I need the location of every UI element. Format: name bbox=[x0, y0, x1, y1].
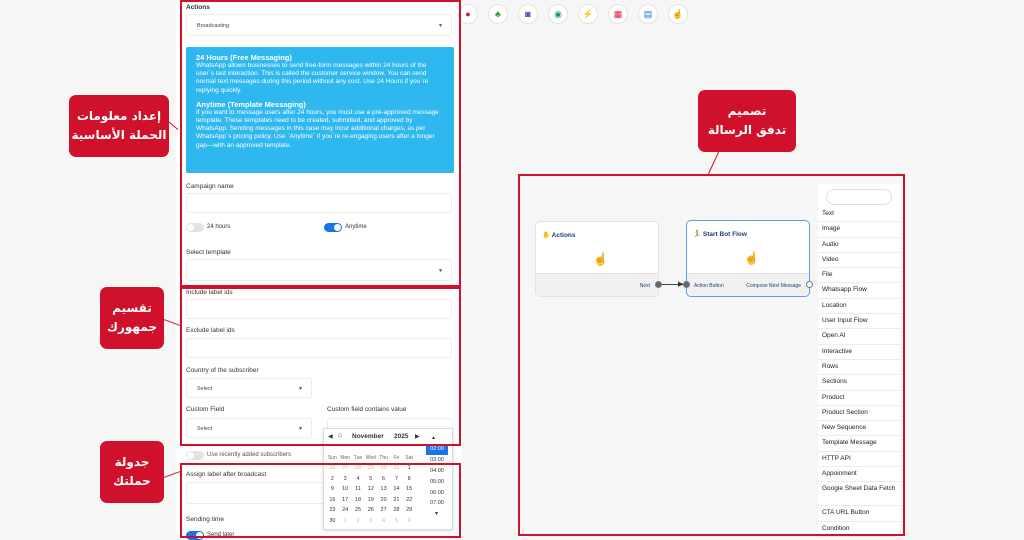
callout-line: حملتك bbox=[113, 474, 151, 488]
drop-icon[interactable]: ● bbox=[458, 4, 478, 24]
calendar-day[interactable]: 3 bbox=[343, 475, 347, 482]
calendar-year[interactable]: 2025 bbox=[394, 433, 409, 440]
calendar-icon[interactable]: ▦ bbox=[608, 4, 628, 24]
calendar-day[interactable]: 6 bbox=[382, 475, 386, 482]
custom-field-contains-label: Custom field contains value bbox=[327, 406, 407, 413]
info-heading-24h: 24 Hours (Free Messaging) bbox=[196, 53, 292, 62]
calendar-day[interactable]: 18 bbox=[354, 496, 362, 503]
toggle-anytime-label: Anytime bbox=[345, 224, 367, 230]
schedule-box bbox=[180, 463, 461, 538]
actions-node-title: Actions bbox=[551, 232, 576, 239]
block-item[interactable]: Google Sheet Data Fetch bbox=[818, 482, 900, 506]
calendar-day[interactable]: 8 bbox=[407, 475, 411, 482]
calendar-day[interactable]: 30 bbox=[329, 517, 336, 524]
calendar-day[interactable]: 19 bbox=[367, 496, 374, 503]
calendar-day[interactable]: 9 bbox=[330, 486, 334, 493]
calendar-day[interactable]: 23 bbox=[329, 507, 336, 514]
block-item[interactable]: Template Message bbox=[818, 436, 900, 451]
calendar-day[interactable]: 12 bbox=[367, 486, 374, 493]
weekday-label: Thu bbox=[379, 455, 388, 461]
calendar-day[interactable]: 5 bbox=[394, 517, 398, 524]
callout-line: تقسيم bbox=[112, 301, 152, 315]
time-option[interactable]: 07:00 bbox=[430, 500, 444, 507]
calendar-day[interactable]: 21 bbox=[393, 496, 400, 503]
flow-canvas-box bbox=[518, 174, 905, 536]
pointer-icon[interactable]: ☝ bbox=[668, 4, 688, 24]
weekday-label: Wed bbox=[365, 455, 376, 461]
calendar-day[interactable]: 11 bbox=[355, 486, 361, 493]
weekday-label: Fri bbox=[393, 455, 400, 461]
callout-connector bbox=[708, 152, 719, 174]
block-item[interactable]: Whatsapp Flow bbox=[818, 283, 900, 298]
calendar-day[interactable]: 28 bbox=[393, 507, 400, 514]
custom-field-label: Custom Field bbox=[186, 406, 225, 413]
calendar-day[interactable]: 2 bbox=[356, 517, 360, 524]
block-item[interactable]: Location bbox=[818, 299, 900, 314]
calendar-day[interactable]: 31 bbox=[393, 465, 400, 472]
calendar-day[interactable]: 29 bbox=[367, 465, 374, 472]
block-item[interactable]: Audio bbox=[818, 238, 900, 253]
callout-line: تدفق الرسالة bbox=[707, 123, 787, 137]
prev-month-icon[interactable]: ◀ bbox=[328, 434, 333, 440]
callout-campaign-setup bbox=[69, 95, 169, 157]
robot-icon[interactable]: ◙ bbox=[518, 4, 538, 24]
calendar-day[interactable]: 25 bbox=[354, 507, 362, 514]
assign-label-label: Assign label after broadcast bbox=[186, 471, 267, 478]
calendar-day[interactable]: 16 bbox=[329, 496, 336, 503]
time-option[interactable]: 06:00 bbox=[430, 489, 444, 496]
calendar-day[interactable]: 26 bbox=[367, 507, 374, 514]
campaign-setup-box bbox=[180, 0, 461, 287]
weekday-label: Sun bbox=[327, 455, 337, 461]
calendar-day[interactable]: 13 bbox=[380, 486, 387, 493]
document-icon[interactable]: ▤ bbox=[638, 4, 658, 24]
palette-icon[interactable]: ◉ bbox=[548, 4, 568, 24]
plug-icon[interactable]: ⚡ bbox=[578, 4, 598, 24]
pointer-cursor-icon: ☝ bbox=[744, 251, 759, 265]
callout-line: جدولة bbox=[114, 455, 150, 469]
calendar-month[interactable]: November bbox=[352, 433, 384, 440]
calendar-day[interactable]: 17 bbox=[342, 496, 349, 503]
hand-icon: ✋ bbox=[542, 232, 551, 239]
callout-line: الحملة الأساسية bbox=[71, 128, 167, 142]
calendar-day[interactable]: 27 bbox=[342, 465, 349, 472]
connection-arrow-icon: ▶ bbox=[678, 281, 684, 288]
actions-label: Actions bbox=[186, 4, 210, 11]
block-item[interactable]: CTA URL Button bbox=[818, 506, 900, 521]
calendar-day[interactable]: 26 bbox=[329, 465, 336, 472]
pointer-cursor-icon: ☝ bbox=[593, 252, 608, 266]
seedling-icon[interactable]: ♣ bbox=[488, 4, 508, 24]
block-item[interactable]: Product bbox=[818, 391, 900, 406]
block-item[interactable]: Product Section bbox=[818, 406, 900, 421]
home-icon[interactable]: ⌂ bbox=[338, 432, 343, 439]
chevron-down-icon: ▼ bbox=[438, 268, 443, 274]
calendar-day[interactable]: 22 bbox=[406, 496, 413, 503]
block-item[interactable]: HTTP API bbox=[818, 452, 900, 467]
next-month-icon[interactable]: ▶ bbox=[415, 434, 420, 440]
calendar-day[interactable]: 2 bbox=[330, 475, 334, 482]
include-label-ids-label: Include label ids bbox=[186, 289, 233, 296]
block-item[interactable]: Interactive bbox=[818, 345, 900, 360]
info-heading-anytime: Anytime (Template Messaging) bbox=[196, 99, 306, 109]
calendar-day[interactable]: 24 bbox=[342, 507, 349, 514]
callout-flow bbox=[698, 90, 796, 152]
toggle-recent-subscribers[interactable] bbox=[186, 451, 204, 460]
calendar-day[interactable]: 7 bbox=[394, 475, 398, 482]
block-item[interactable]: Condition bbox=[818, 522, 900, 537]
runner-icon: 🏃 bbox=[693, 231, 702, 238]
chevron-down-icon: ▼ bbox=[298, 426, 303, 432]
calendar-day[interactable]: 5 bbox=[369, 475, 373, 482]
callout-line: تصميم bbox=[727, 104, 767, 118]
calendar-day[interactable]: 15 bbox=[406, 486, 413, 493]
info-text-24h: WhatsApp allows businesses to send free-form messages within 24 hours of the user`s last interaction. This is called the customer service window. You can send normal text messages during this period without any cost. Use 24 Hours if you`re replying quickly. bbox=[196, 62, 429, 94]
audience-box bbox=[180, 287, 461, 446]
time-down-icon[interactable]: ▼ bbox=[434, 511, 439, 517]
time-option[interactable]: 03:00 bbox=[430, 457, 444, 464]
block-item[interactable]: Sections bbox=[818, 375, 900, 390]
calendar-day[interactable]: 27 bbox=[380, 507, 387, 514]
calendar-day[interactable]: 4 bbox=[382, 517, 386, 524]
actions-select-value: Broadcasting bbox=[197, 23, 230, 29]
block-item[interactable]: Text bbox=[818, 207, 900, 222]
sending-time-label: Sending time bbox=[186, 516, 224, 523]
block-item[interactable]: Open AI bbox=[818, 329, 900, 344]
campaign-name-label: Campaign name bbox=[186, 183, 234, 190]
chevron-down-icon: ▼ bbox=[438, 23, 443, 29]
block-item[interactable]: Appoinment bbox=[818, 467, 900, 482]
calendar-day[interactable]: 29 bbox=[406, 507, 413, 514]
calendar-day[interactable]: 14 bbox=[393, 486, 400, 493]
calendar-day[interactable]: 20 bbox=[380, 496, 387, 503]
time-up-icon[interactable]: ▲ bbox=[431, 435, 436, 441]
start-node-title: Start Bot Flow bbox=[702, 231, 747, 238]
calendar-day[interactable]: 10 bbox=[342, 486, 349, 493]
callout-audience bbox=[100, 287, 164, 349]
calendar-day[interactable]: 30 bbox=[380, 465, 387, 472]
info-text-anytime: If you want to message users after 24 hours, you must use a pre-approved message template. These templates need to be created, submitted, and approved by WhatsApp. Sending messages in this case may incur additional charges, as per WhatsApp`s pricing policy. Use `Anytime` if you`re re-engaging users after a longer gap—with an approved template. bbox=[196, 108, 439, 149]
block-item[interactable]: File bbox=[818, 268, 900, 283]
block-item[interactable]: New Sequence bbox=[818, 421, 900, 436]
calendar-day[interactable]: 6 bbox=[407, 517, 411, 524]
block-item[interactable]: User Input Flow bbox=[818, 314, 900, 329]
country-select-value: Select bbox=[197, 386, 213, 392]
recent-subscribers-label: Use recently added subscribers bbox=[207, 452, 292, 458]
calendar-day[interactable]: 1 bbox=[343, 517, 347, 524]
calendar-day[interactable]: 4 bbox=[356, 475, 360, 482]
callout-schedule bbox=[100, 441, 164, 503]
time-option[interactable]: 05:00 bbox=[430, 478, 444, 485]
callout-line: إعداد معلومات bbox=[76, 109, 162, 123]
send-later-label: Send later bbox=[207, 532, 235, 538]
custom-field-select-value: Select bbox=[197, 426, 213, 432]
block-item[interactable]: Rows bbox=[818, 360, 900, 375]
start-node-left-port-label: Action Button bbox=[694, 283, 724, 289]
weekday-label: Sat bbox=[405, 455, 413, 461]
weekday-label: Tue bbox=[353, 455, 363, 461]
time-option[interactable]: 04:00 bbox=[430, 467, 444, 474]
block-item[interactable]: Video bbox=[818, 253, 900, 268]
time-option[interactable]: 02:00 bbox=[426, 444, 448, 455]
block-item[interactable]: Image bbox=[818, 222, 900, 237]
weekday-label: Mon bbox=[340, 455, 351, 461]
chevron-down-icon: ▼ bbox=[298, 386, 303, 392]
start-node-right-port-label: Compose Next Message bbox=[746, 283, 801, 289]
callout-line: جمهورك bbox=[106, 320, 158, 334]
toggle-24-hours-label: 24 hours bbox=[207, 224, 231, 230]
actions-node-port-label: Next bbox=[639, 283, 650, 289]
calendar-day[interactable]: 3 bbox=[369, 517, 373, 524]
select-template-label: Select template bbox=[186, 249, 231, 256]
calendar-day[interactable]: 1 bbox=[407, 465, 411, 472]
exclude-label-ids-label: Exclude label ids bbox=[186, 327, 235, 334]
calendar-day[interactable]: 28 bbox=[354, 465, 362, 472]
country-label: Country of the subscriber bbox=[186, 367, 259, 374]
